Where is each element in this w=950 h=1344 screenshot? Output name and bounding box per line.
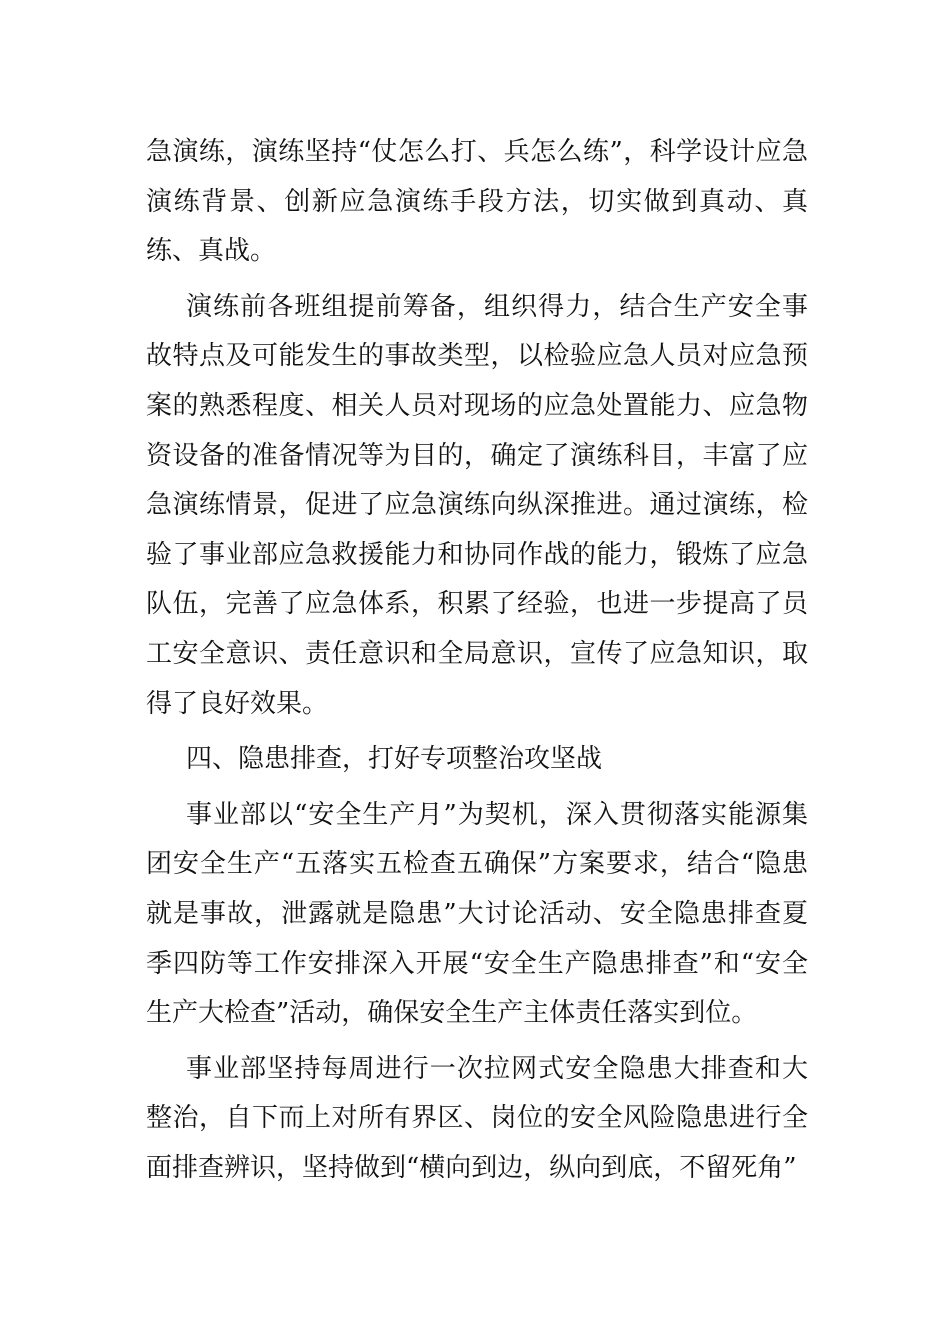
paragraph-drill-preparation: 演练前各班组提前筹备，组织得力，结合生产安全事故特点及可能发生的事故类型，以检验应急人员对应急预案的熟悉程度、相关人员对现场的应急处置能力、应急物资设备的准备情况等为目的，确定了演练科目，丰富了应急演练情景，促进了应急演练向纵深推进。通过演练，检验了事业部应急救援能力和协同作战的能力，锻炼了应急队伍，完善了应急体系，积累了经验，也进一步提高了员工安全意识、责任意识和全局意识，宣传了应急知识，取得了良好效果。 bbox=[146, 291, 808, 719]
document-body bbox=[146, 128, 808, 1199]
paragraph-safety-month: 事业部以“安全生产月”为契机，深入贯彻落实能源集团安全生产“五落实五检查五确保”方案要求，结合“隐患就是事故，泄露就是隐患”大讨论活动、安全隐患排查夏季四防等工作安排深入开展“安全生产隐患排查”和“安全生产大检查”活动，确保安全生产主体责任落实到位。 bbox=[146, 799, 808, 1029]
paragraph-continuation: 急演练，演练坚持“仗怎么打、兵怎么练”，科学设计应急演练背景、创新应急演练手段方法，切实做到真动、真练、真战。 bbox=[146, 137, 808, 267]
paragraph-weekly-inspection: 事业部坚持每周进行一次拉网式安全隐患大排查和大整治，自下而上对所有界区、岗位的安全风险隐患进行全面排查辨识，坚持做到“横向到边，纵向到底，不留死角” bbox=[146, 1053, 808, 1183]
section-heading-hazard-inspection: 四、隐患排查，打好专项整治攻坚战 bbox=[186, 744, 603, 775]
